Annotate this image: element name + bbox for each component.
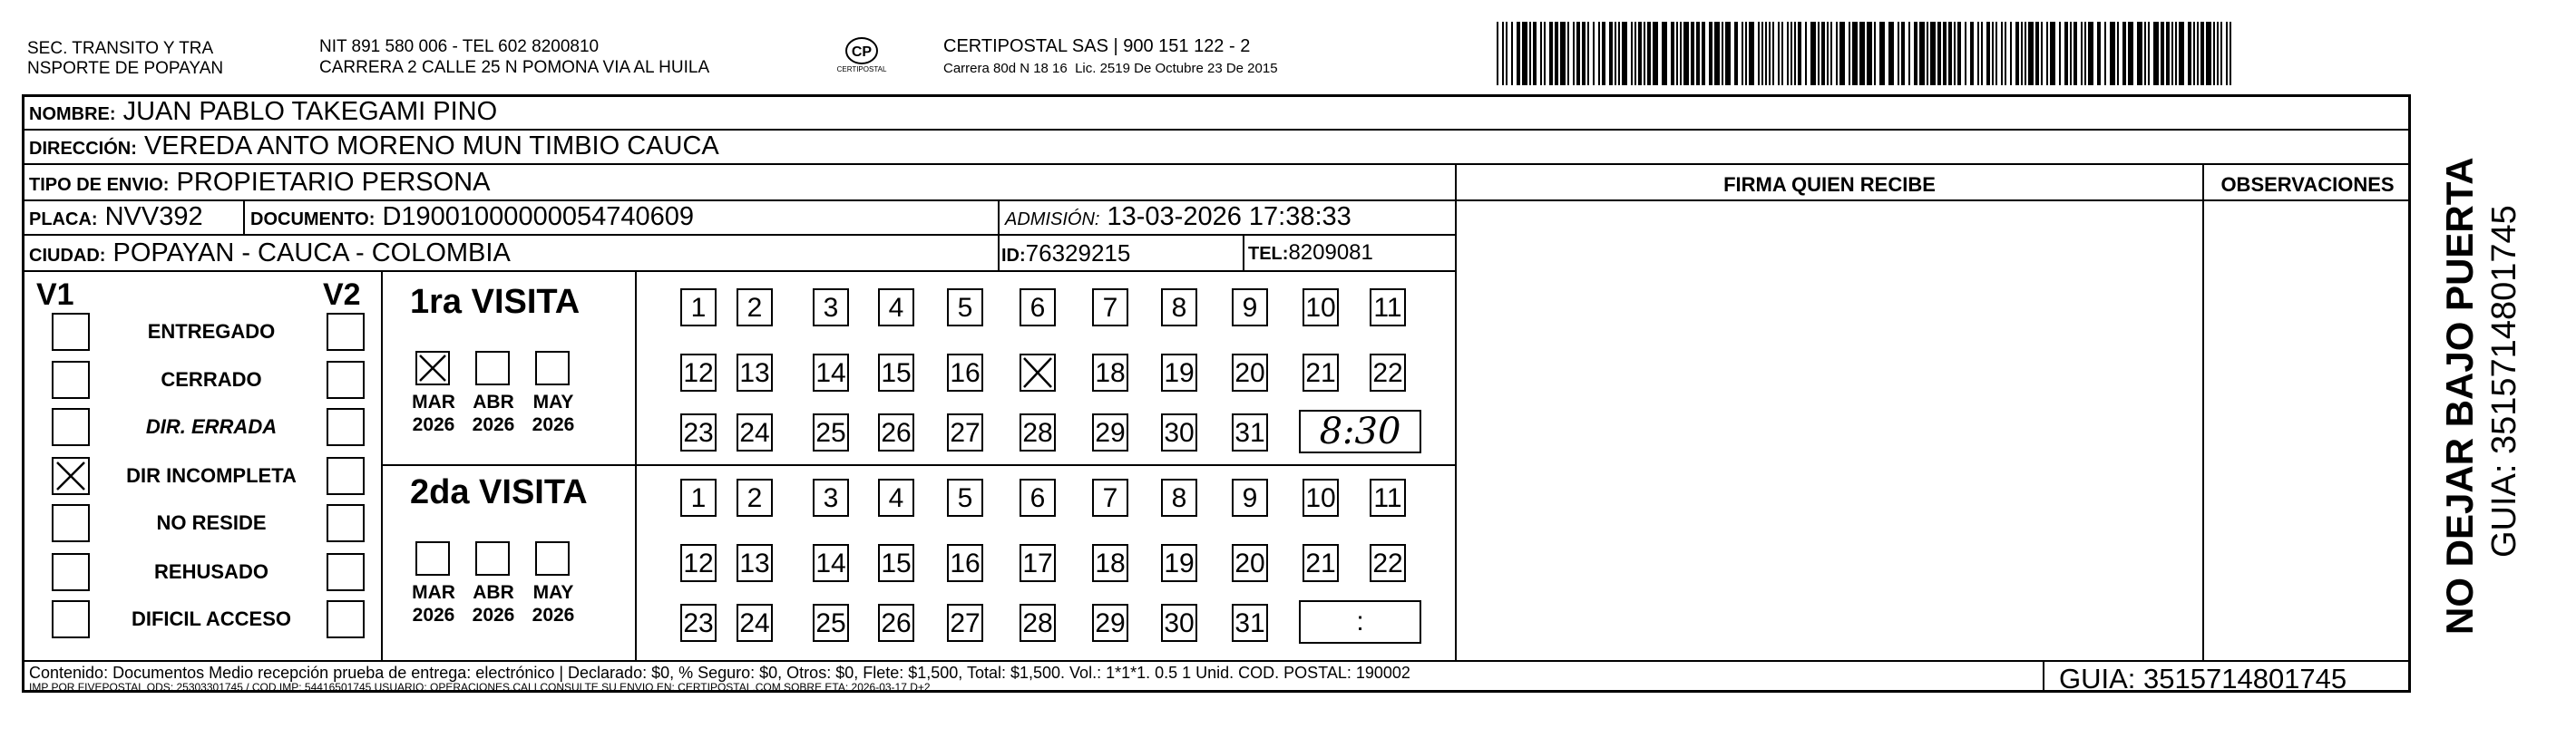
month-checkbox[interactable] bbox=[535, 351, 570, 385]
barcode-bar bbox=[2193, 22, 2195, 85]
day-box[interactable]: 24 bbox=[737, 413, 773, 452]
barcode-bar bbox=[2230, 22, 2231, 85]
month-year: 2026 bbox=[472, 414, 515, 435]
barcode-bar bbox=[1849, 22, 1850, 85]
barcode-bar bbox=[1818, 22, 1820, 85]
barcode-bar bbox=[2213, 22, 2215, 85]
day-check-mark-icon bbox=[1021, 355, 1054, 390]
month-name: ABR bbox=[473, 392, 514, 413]
month-label bbox=[406, 391, 461, 436]
day-box[interactable]: 20 bbox=[1232, 354, 1268, 392]
month-checkbox[interactable] bbox=[415, 351, 450, 385]
barcode-bar bbox=[1970, 22, 1974, 85]
barcode-bar bbox=[2175, 22, 2177, 85]
barcode-bar bbox=[1544, 22, 1546, 85]
barcode-bar bbox=[1879, 22, 1885, 85]
barcode-bar bbox=[1555, 22, 1558, 85]
barcode-bar bbox=[1765, 22, 1767, 85]
day-box[interactable]: 2 bbox=[737, 288, 773, 326]
day-box[interactable]: 29 bbox=[1092, 413, 1128, 452]
barcode-bar bbox=[1560, 22, 1566, 85]
month-name: MAY bbox=[532, 582, 574, 603]
placa-value: NVV392 bbox=[104, 202, 203, 231]
visit2-title: 2da VISITA bbox=[410, 473, 588, 511]
id-value: 76329215 bbox=[1025, 239, 1131, 267]
barcode-bar bbox=[1927, 22, 1928, 85]
barcode-bar bbox=[1901, 22, 1905, 85]
barcode-bar bbox=[1781, 22, 1783, 85]
day-box[interactable]: 9 bbox=[1232, 479, 1268, 517]
day-box[interactable]: 16 bbox=[947, 354, 983, 392]
day-box[interactable]: 16 bbox=[947, 544, 983, 582]
status-option-label: DIR INCOMPLETA bbox=[126, 464, 297, 487]
barcode-bar bbox=[1671, 22, 1674, 85]
day-box[interactable]: 5 bbox=[947, 288, 983, 326]
id-cell bbox=[1001, 238, 1130, 271]
barcode-bar bbox=[1714, 22, 1720, 85]
day-box[interactable]: 30 bbox=[1161, 413, 1197, 452]
barcode-bar bbox=[2171, 22, 2173, 85]
nombre-label: NOMBRE: bbox=[29, 104, 116, 124]
month-name: MAR bbox=[412, 582, 455, 603]
day-box[interactable]: 6 bbox=[1020, 288, 1056, 326]
barcode-bar bbox=[2050, 22, 2055, 85]
barcode-bar bbox=[2117, 22, 2119, 85]
barcode-bar bbox=[2073, 22, 2077, 85]
day-box[interactable]: 5 bbox=[947, 479, 983, 517]
day-box[interactable]: 17 bbox=[1020, 544, 1056, 582]
barcode-bar bbox=[1742, 22, 1743, 85]
v1-checkbox[interactable] bbox=[52, 504, 90, 542]
ciudad-cell bbox=[29, 238, 511, 271]
day-box[interactable]: 19 bbox=[1161, 354, 1197, 392]
barcode-bar bbox=[2206, 22, 2211, 85]
barcode-bar bbox=[1549, 22, 1553, 85]
barcode-bar bbox=[1772, 22, 1774, 85]
barcode-bar bbox=[1937, 22, 1941, 85]
day-box[interactable]: 19 bbox=[1161, 544, 1197, 582]
barcode-bar bbox=[1696, 22, 1700, 85]
v2-label: V2 bbox=[323, 277, 361, 312]
barcode-bar bbox=[1602, 22, 1605, 85]
status-option-label: NO RESIDE bbox=[156, 511, 267, 534]
barcode-bar bbox=[2122, 22, 2126, 85]
v2-checkbox[interactable] bbox=[327, 553, 365, 591]
day-box[interactable]: 25 bbox=[813, 413, 849, 452]
barcode-bar bbox=[1582, 22, 1586, 85]
day-box[interactable]: 8 bbox=[1161, 479, 1197, 517]
company-line: CERTIPOSTAL SAS | 900 151 122 - 2 bbox=[943, 36, 1251, 56]
day-box[interactable]: 6 bbox=[1020, 479, 1056, 517]
barcode-bar bbox=[1529, 22, 1531, 85]
barcode-bar bbox=[1995, 22, 1997, 85]
barcode-bar bbox=[1676, 22, 1678, 85]
tel-cell bbox=[1248, 238, 1373, 269]
nombre-row bbox=[29, 96, 497, 130]
barcode-bar bbox=[1977, 22, 1979, 85]
barcode-bar bbox=[1725, 22, 1731, 85]
barcode-bar bbox=[1943, 22, 1947, 85]
barcode-bar bbox=[2035, 22, 2039, 85]
day-box[interactable]: 31 bbox=[1232, 604, 1268, 642]
day-box[interactable]: 30 bbox=[1161, 604, 1197, 642]
day-box[interactable]: 18 bbox=[1092, 544, 1128, 582]
barcode-bar bbox=[2001, 22, 2003, 85]
direccion-label: DIRECCIÓN: bbox=[29, 139, 137, 159]
barcode-bar bbox=[1787, 22, 1789, 85]
barcode-bar bbox=[1680, 22, 1682, 85]
barcode-bar bbox=[2028, 22, 2034, 85]
barcode-bar bbox=[1898, 22, 1899, 85]
barcode-bar bbox=[1830, 22, 1832, 85]
barcode-bar bbox=[2137, 22, 2142, 85]
month-label bbox=[466, 391, 521, 436]
day-box[interactable]: 22 bbox=[1370, 354, 1406, 392]
barcode-bar bbox=[2144, 22, 2146, 85]
barcode-bar bbox=[1867, 22, 1872, 85]
month-checkbox[interactable] bbox=[475, 351, 510, 385]
day-box[interactable]: 14 bbox=[813, 544, 849, 582]
barcode-bar bbox=[1593, 22, 1595, 85]
barcode-bar bbox=[1615, 22, 1616, 85]
v2-checkbox[interactable] bbox=[327, 457, 365, 495]
license-line: Carrera 80d N 18 16 Lic. 2519 De Octubre 23 De 2015 bbox=[943, 61, 1278, 76]
day-box[interactable]: 4 bbox=[878, 288, 914, 326]
barcode-bar bbox=[2021, 22, 2023, 85]
footer-imp: IMP POR FIVEPOSTAL ODS: 25303301745 / COD.IMP: 54416501745 USUARIO: OPERACIONES.CALI CONSULTE SU ENVIO EN: CERTIPOSTAL.COM SOBRE ETA: 2026-03-17 D+2 bbox=[29, 681, 931, 694]
barcode-bar bbox=[2148, 22, 2150, 85]
tel-label: TEL: bbox=[1248, 244, 1289, 264]
day-box[interactable] bbox=[1020, 354, 1056, 392]
org-name-line1: SEC. TRANSITO Y TRA bbox=[27, 39, 214, 58]
day-box[interactable]: 10 bbox=[1303, 479, 1339, 517]
documento-label: DOCUMENTO: bbox=[250, 209, 376, 229]
day-box[interactable]: 28 bbox=[1020, 604, 1056, 642]
month-name: ABR bbox=[473, 582, 514, 603]
day-box[interactable]: 2 bbox=[737, 479, 773, 517]
tipo-row bbox=[29, 167, 490, 200]
barcode-bar bbox=[1948, 22, 1952, 85]
firma-header: FIRMA QUIEN RECIBE bbox=[1723, 173, 1936, 196]
barcode-bar bbox=[2153, 22, 2159, 85]
day-box[interactable]: 27 bbox=[947, 604, 983, 642]
month-checkbox[interactable] bbox=[415, 541, 450, 576]
barcode-bar bbox=[2064, 22, 2068, 85]
v2-checkbox[interactable] bbox=[327, 313, 365, 351]
day-box[interactable]: 7 bbox=[1092, 288, 1128, 326]
barcode-bar bbox=[2015, 22, 2019, 85]
barcode-bar bbox=[2166, 22, 2170, 85]
barcode-bar bbox=[1576, 22, 1580, 85]
barcode-bar bbox=[2097, 22, 2101, 85]
day-box[interactable]: 26 bbox=[878, 413, 914, 452]
day-box[interactable]: 26 bbox=[878, 604, 914, 642]
barcode-bar bbox=[1691, 22, 1694, 85]
month-name: MAY bbox=[532, 392, 574, 413]
ciudad-value: POPAYAN - CAUCA - COLOMBIA bbox=[112, 238, 511, 267]
barcode-bar bbox=[1794, 22, 1796, 85]
tel-value: 8209081 bbox=[1288, 240, 1373, 265]
barcode-bar bbox=[1810, 22, 1816, 85]
month-label bbox=[526, 391, 581, 436]
footer-guia: GUIA: 3515714801745 bbox=[2059, 663, 2347, 695]
barcode-bar bbox=[2220, 22, 2222, 85]
barcode-bar bbox=[1567, 22, 1569, 85]
barcode-bar bbox=[1919, 22, 1925, 85]
visit1-title: 1ra VISITA bbox=[410, 283, 581, 321]
barcode-bar bbox=[1533, 22, 1537, 85]
v1-checkbox[interactable] bbox=[52, 361, 90, 399]
barcode-bar bbox=[2217, 22, 2219, 85]
barcode-bar bbox=[2005, 22, 2006, 85]
id-label: ID: bbox=[1001, 246, 1026, 266]
day-box[interactable]: 24 bbox=[737, 604, 773, 642]
month-checkbox[interactable] bbox=[475, 541, 510, 576]
barcode-bar bbox=[1954, 22, 1956, 85]
barcode-bar bbox=[1798, 22, 1801, 85]
barcode-bar bbox=[1622, 22, 1627, 85]
barcode-bar bbox=[1647, 22, 1651, 85]
day-box[interactable]: 18 bbox=[1092, 354, 1128, 392]
direccion-value: VEREDA ANTO MORENO MUN TIMBIO CAUCA bbox=[143, 131, 719, 160]
barcode-bar bbox=[1522, 22, 1527, 85]
month-checkbox[interactable] bbox=[535, 541, 570, 576]
day-box[interactable]: 23 bbox=[680, 604, 717, 642]
month-year: 2026 bbox=[472, 605, 515, 626]
day-box[interactable]: 25 bbox=[813, 604, 849, 642]
barcode-bar bbox=[1634, 22, 1636, 85]
check-mark-icon bbox=[54, 459, 88, 493]
barcode-bar bbox=[1981, 22, 1983, 85]
status-option-label: DIFICIL ACCESO bbox=[131, 607, 291, 630]
barcode-bar bbox=[1511, 22, 1513, 85]
day-box[interactable]: 22 bbox=[1370, 544, 1406, 582]
day-box[interactable]: 10 bbox=[1303, 288, 1339, 326]
month-year: 2026 bbox=[532, 605, 575, 626]
day-box[interactable]: 12 bbox=[680, 544, 717, 582]
barcode-bar bbox=[1859, 22, 1865, 85]
barcode-bar bbox=[1761, 22, 1763, 85]
v1-checkbox[interactable] bbox=[52, 408, 90, 446]
barcode-bar bbox=[2128, 22, 2133, 85]
barcode-bar bbox=[1930, 22, 1936, 85]
day-box[interactable]: 11 bbox=[1370, 479, 1406, 517]
v2-checkbox[interactable] bbox=[327, 504, 365, 542]
barcode-bar bbox=[2088, 22, 2093, 85]
barcode-bar bbox=[2084, 22, 2086, 85]
day-box[interactable]: 15 bbox=[878, 354, 914, 392]
day-box[interactable]: 15 bbox=[878, 544, 914, 582]
barcode-bar bbox=[1540, 22, 1542, 85]
barcode-bar bbox=[1745, 22, 1747, 85]
barcode-bar bbox=[1502, 22, 1504, 85]
day-box[interactable]: 8 bbox=[1161, 288, 1197, 326]
barcode-bar bbox=[2046, 22, 2048, 85]
month-year: 2026 bbox=[532, 414, 575, 435]
barcode-bar bbox=[1758, 22, 1760, 85]
barcode-bar bbox=[1992, 22, 1994, 85]
day-box[interactable]: 11 bbox=[1370, 288, 1406, 326]
check-mark-icon bbox=[417, 353, 448, 384]
day-box[interactable]: 20 bbox=[1232, 544, 1268, 582]
month-label bbox=[526, 581, 581, 627]
barcode-bar bbox=[1587, 22, 1589, 85]
month-label bbox=[406, 581, 461, 627]
tipo-value: PROPIETARIO PERSONA bbox=[176, 168, 491, 197]
v1-checkbox[interactable] bbox=[52, 313, 90, 351]
day-box[interactable]: 12 bbox=[680, 354, 717, 392]
admision-cell bbox=[1005, 201, 1351, 235]
day-box[interactable]: 3 bbox=[813, 288, 849, 326]
day-box[interactable]: 3 bbox=[813, 479, 849, 517]
day-box[interactable]: 21 bbox=[1303, 544, 1339, 582]
month-year: 2026 bbox=[412, 605, 455, 626]
barcode-bar bbox=[1749, 22, 1754, 85]
barcode-bar bbox=[1653, 22, 1658, 85]
barcode-bar bbox=[1805, 22, 1807, 85]
barcode-bar bbox=[1769, 22, 1771, 85]
svg-text:CP: CP bbox=[851, 44, 873, 60]
barcode-bar bbox=[1874, 22, 1876, 85]
month-name: MAR bbox=[412, 392, 455, 413]
day-box[interactable]: 9 bbox=[1232, 288, 1268, 326]
barcode-bar bbox=[1986, 22, 1990, 85]
v1-checkbox[interactable] bbox=[52, 457, 90, 495]
direccion-row bbox=[29, 131, 719, 164]
barcode-bar bbox=[1618, 22, 1620, 85]
time-box[interactable]: 8:30 bbox=[1299, 410, 1421, 453]
barcode-bar bbox=[1839, 22, 1845, 85]
barcode-bar bbox=[1888, 22, 1894, 85]
barcode-bar bbox=[2197, 22, 2199, 85]
day-box[interactable]: 23 bbox=[680, 413, 717, 452]
barcode-bar bbox=[1821, 22, 1825, 85]
barcode bbox=[1497, 22, 2240, 85]
day-box[interactable]: 21 bbox=[1303, 354, 1339, 392]
barcode-bar bbox=[1609, 22, 1613, 85]
barcode-bar bbox=[1702, 22, 1705, 85]
day-box[interactable]: 7 bbox=[1092, 479, 1128, 517]
day-box[interactable]: 1 bbox=[680, 479, 717, 517]
v2-checkbox[interactable] bbox=[327, 361, 365, 399]
documento-value: D19001000000054740609 bbox=[382, 202, 694, 231]
barcode-bar bbox=[1598, 22, 1600, 85]
barcode-bar bbox=[1683, 22, 1689, 85]
barcode-bar bbox=[1836, 22, 1838, 85]
barcode-bar bbox=[2161, 22, 2164, 85]
barcode-bar bbox=[1827, 22, 1829, 85]
barcode-bar bbox=[2188, 22, 2191, 85]
day-box[interactable]: 13 bbox=[737, 354, 773, 392]
logo-text: CERTIPOSTAL bbox=[836, 65, 887, 73]
barcode-bar bbox=[2059, 22, 2061, 85]
nit-line: NIT 891 580 006 - TEL 602 8200810 bbox=[319, 37, 600, 56]
barcode-bar bbox=[1573, 22, 1575, 85]
barcode-bar bbox=[1517, 22, 1520, 85]
day-box[interactable]: 31 bbox=[1232, 413, 1268, 452]
barcode-bar bbox=[2081, 22, 2083, 85]
v1-checkbox[interactable] bbox=[52, 600, 90, 638]
barcode-bar bbox=[1662, 22, 1667, 85]
day-box[interactable]: 4 bbox=[878, 479, 914, 517]
status-option-label: REHUSADO bbox=[154, 560, 268, 583]
day-box[interactable]: 13 bbox=[737, 544, 773, 582]
month-year: 2026 bbox=[412, 414, 455, 435]
barcode-bar bbox=[1908, 22, 1910, 85]
org-name-line2: NSPORTE DE POPAYAN bbox=[27, 59, 224, 78]
barcode-bar bbox=[1957, 22, 1961, 85]
month-label bbox=[466, 581, 521, 627]
ciudad-label: CIUDAD: bbox=[29, 246, 106, 266]
barcode-bar bbox=[2104, 22, 2106, 85]
barcode-bar bbox=[1638, 22, 1642, 85]
status-option-label: ENTREGADO bbox=[147, 320, 276, 343]
v2-checkbox[interactable] bbox=[327, 600, 365, 638]
admision-label: ADMISIÓN: bbox=[1005, 209, 1100, 229]
placa-label: PLACA: bbox=[29, 209, 98, 229]
barcode-bar bbox=[1734, 22, 1738, 85]
barcode-bar bbox=[1709, 22, 1712, 85]
barcode-bar bbox=[1914, 22, 1917, 85]
barcode-bar bbox=[2010, 22, 2012, 85]
side-warning: NO DEJAR BAJO PUERTA bbox=[2438, 157, 2481, 635]
time-box[interactable]: : bbox=[1299, 600, 1421, 644]
barcode-bar bbox=[1497, 22, 1498, 85]
documento-cell bbox=[250, 201, 694, 235]
day-box[interactable]: 28 bbox=[1020, 413, 1056, 452]
observaciones-header: OBSERVACIONES bbox=[2220, 173, 2395, 196]
address-line: CARRERA 2 CALLE 25 N POMONA VIA AL HUILA bbox=[319, 58, 710, 77]
barcode-bar bbox=[2226, 22, 2228, 85]
barcode-bar bbox=[1965, 22, 1966, 85]
tipo-label: TIPO DE ENVIO: bbox=[29, 175, 170, 195]
barcode-bar bbox=[1852, 22, 1858, 85]
day-box[interactable]: 27 bbox=[947, 413, 983, 452]
v2-checkbox[interactable] bbox=[327, 408, 365, 446]
barcode-bar bbox=[2025, 22, 2026, 85]
certipostal-logo bbox=[834, 34, 889, 80]
footer-contenido: Contenido: Documentos Medio recepción prueba de entrega: electrónico | Declarado: $0, % Seguro: $0, Otros: $0, Flete: $1,500, Total: $1,500. Vol.: 1*1*1. 0.5 1 Unid. COD. POSTAL: 190002 bbox=[29, 664, 1410, 682]
barcode-bar bbox=[1631, 22, 1633, 85]
barcode-bar bbox=[1791, 22, 1792, 85]
barcode-bar bbox=[1506, 22, 1508, 85]
barcode-bar bbox=[2041, 22, 2043, 85]
admision-value: 13-03-2026 17:38:33 bbox=[1107, 202, 1351, 231]
barcode-bar bbox=[1778, 22, 1780, 85]
side-guia: GUIA: 3515714801745 bbox=[2485, 205, 2523, 558]
day-box[interactable]: 1 bbox=[680, 288, 717, 326]
barcode-bar bbox=[2110, 22, 2115, 85]
day-box[interactable]: 14 bbox=[813, 354, 849, 392]
placa-cell bbox=[29, 201, 203, 235]
barcode-bar bbox=[2179, 22, 2184, 85]
barcode-bar bbox=[1644, 22, 1645, 85]
status-option-label: CERRADO bbox=[161, 368, 262, 391]
status-option-label: DIR. ERRADA bbox=[145, 415, 278, 438]
barcode-bar bbox=[1722, 22, 1723, 85]
barcode-bar bbox=[2200, 22, 2204, 85]
nombre-value: JUAN PABLO TAKEGAMI PINO bbox=[122, 97, 498, 126]
v1-checkbox[interactable] bbox=[52, 553, 90, 591]
barcode-bar bbox=[2070, 22, 2072, 85]
v1-label: V1 bbox=[36, 277, 74, 312]
day-box[interactable]: 29 bbox=[1092, 604, 1128, 642]
